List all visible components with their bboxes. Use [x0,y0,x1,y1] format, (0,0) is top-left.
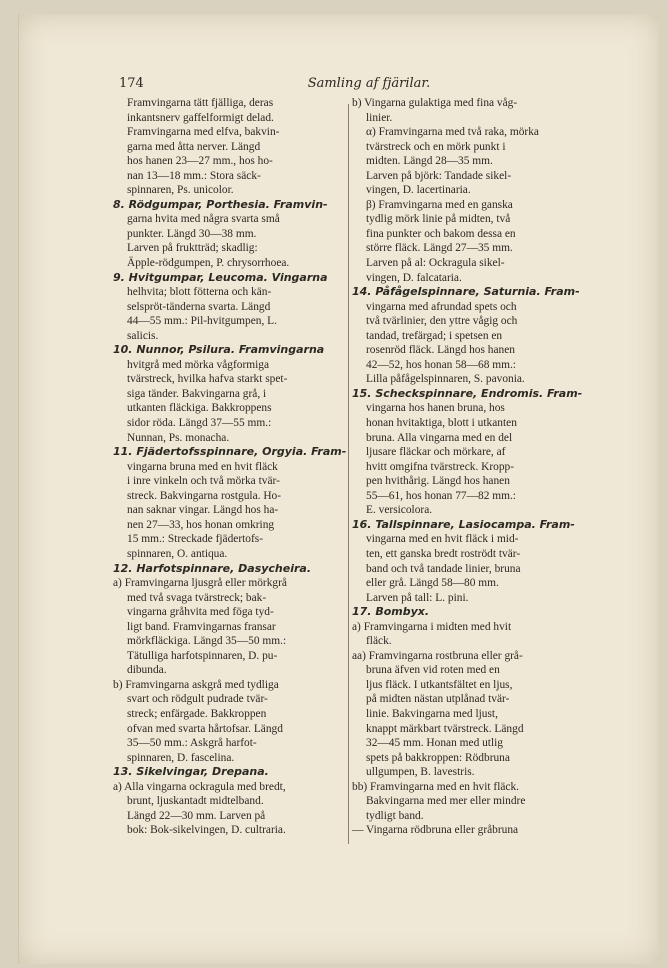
text-line: 55—61, hos honan 77—82 mm.: [366,489,516,502]
text-line: E. versicolora. [366,504,433,517]
text-line: Larven på al: Ockragula sikel- [366,257,505,270]
text-line: tydlig mörk linie på midten, två [366,213,511,226]
text-line: 42—52, hos honan 58—68 mm.: [366,358,516,371]
text-line: Framvingarna tätt fjälliga, deras [127,97,274,109]
text-line: spinnaren, D. fascelina. [127,751,235,764]
text-line: tydligt band. [366,809,424,822]
text-line: Tätulliga harfotspinnaren, D. pu- [127,649,278,662]
text-line: Framvingarna med elfva, bakvin- [127,126,280,139]
section-heading-line: 17. Bombyx. [352,605,430,619]
text-line: bruna. Alla vingarna med en del [366,431,513,444]
text-line: streck. Bakvingarna rostgula. Ho- [127,489,282,502]
text-line: vingen, D. falcataria. [366,271,462,284]
text-line: selspröt-tänderna svarta. Längd [127,300,271,313]
text-line: ten, ett ganska bredt roströdt tvär- [366,547,521,560]
text-line: rosenröd fläck. Längd hos hanen [366,344,515,357]
section-heading-line: 12. Harfotspinnare, Dasycheira. [113,561,312,575]
text-line: hvitgrå med mörka vågformiga [127,358,270,371]
text-line: ljus fläck. I utkantsfältet en ljus, [366,678,513,691]
text-line: Äpple-rödgumpen, P. chrysorrhoea. [127,257,290,270]
text-line: Lilla påfågelspinnaren, S. pavonia. [366,373,525,386]
text-line: två tvärlinier, den yttre vågig och [366,315,518,328]
text-line: garna hvita med några svarta små [127,213,280,226]
text-line: midten. Längd 28—35 mm. [366,155,493,168]
text-line: 44—55 mm.: Pil-hvitgumpen, L. [127,315,277,328]
text-line: 15 mm.: Streckade fjädertofs- [127,533,264,546]
section-heading-line: 13. Sikelvingar, Drepana. [113,765,269,779]
text-line: vingarna med afrundad spets och [366,300,517,313]
section-heading-line: 15. Scheckspinnare, Endromis. Fram- [352,386,583,400]
text-line: eller grå. Längd 58—80 mm. [366,577,499,590]
text-line: bok: Bok-sikelvingen, D. cultraria. [127,824,286,837]
text-line: knappt märkbart tvärstreck. Längd [366,722,524,735]
text-line: a) Framvingarna i midten med hvit [352,620,512,633]
text-line: bruna äfven vid roten med en [366,664,500,677]
text-line: större fläck. Längd 27—35 mm. [366,242,513,255]
text-line: i inre vinkeln och två mörka tvär- [127,475,280,488]
text-line: salicis. [127,329,159,342]
text-line: helhvita; blott fötterna och kän- [127,286,272,299]
text-line: hvitt omgifna tvärstreck. Kropp- [366,460,515,473]
text-line: ofvan med svarta hårtofsar. Längd [127,722,283,735]
text-line: 35—50 mm.: Askgrå harfot- [127,737,257,750]
text-line: streck; enfärgade. Bakkroppen [127,707,267,720]
text-line: β) Framvingarna med en ganska [366,198,513,211]
section-heading-line: 8. Rödgumpar, Porthesia. Framvin- [113,197,328,211]
text-line: tvärstreck, hvilka hafva starkt spet- [127,373,288,386]
page-number: 174 [119,76,144,91]
text-line: Nunnan, Ps. monacha. [127,431,230,444]
text-line: a) Framvingarna ljusgrå eller mörkgrå [113,577,287,590]
text-line: — Vingarna rödbruna eller gråbruna [352,824,519,837]
text-line: på midten nästan utplånad tvär- [366,693,510,706]
text-line: nan 13—18 mm.: Stora säck- [127,169,261,182]
text-line: spets på bakkroppen: Rödbruna [366,751,510,764]
text-line: ljusare fläckar och mörkare, af [366,446,506,459]
text-line: pen hvithårig. Längd hos hanen [366,475,510,488]
section-heading-line: 11. Fjädertofsspinnare, Orgyia. Fram- [113,445,347,459]
text-line: Larven på tall: L. pini. [366,591,469,604]
text-line: punkter. Längd 30—38 mm. [127,227,257,240]
text-line: hos hanen 23—27 mm., hos ho- [127,155,273,168]
text-line: linier. [366,111,393,124]
text-line: dibunda. [127,664,167,677]
text-line: garna med åtta nerver. Längd [127,140,261,153]
text-line: tvärstreck och en mörk punkt i [366,140,506,153]
text-line: vingarna hos hanen bruna, hos [366,402,505,415]
text-line: brunt, ljuskantadt midtelband. [127,795,264,808]
text-line: utkanten fläckiga. Bakkroppens [127,402,272,415]
text-line: honan hvitaktiga, blott i utkanten [366,417,517,430]
text-line: a) Alla vingarna ockragula med bredt, [113,780,286,793]
column-divider [348,104,349,844]
section-heading-line: 16. Tallspinnare, Lasiocampa. Fram- [352,517,575,531]
text-line: vingarna bruna med en hvit fläck [127,460,278,473]
text-line: tandad, trefärgad; i spetsen en [366,329,503,342]
text-line: aa) Framvingarna rostbruna eller grå- [352,649,523,662]
text-line: vingen, D. lacertinaria. [366,184,471,197]
text-line: band och två tandade linier, bruna [366,562,521,575]
text-line: b) Vingarna gulaktiga med fina våg- [352,97,518,109]
text-line: sidor röda. Längd 37—55 mm.: [127,417,272,430]
text-line: ullgumpen, B. lavestris. [366,766,475,779]
left-column [113,96,345,838]
right-column [352,96,588,838]
text-line: vingarna gråhvita med föga tyd- [127,606,274,619]
text-line: siga tänder. Bakvingarna grå, i [127,387,267,400]
running-title: Samling af fjärilar. [307,76,431,91]
text-line: mörkfläckiga. Längd 35—50 mm.: [127,635,287,648]
text-line: fläck. [366,635,392,648]
text-line: svart och rödgult pudrade tvär- [127,693,268,706]
text-line: nan saknar vingar. Längd hos ha- [127,504,279,517]
text-line: inkantsnerv gaffelformigt delad. [127,111,274,124]
text-line: nen 27—33, hos honan omkring [127,518,275,531]
text-line: Bakvingarna med mer eller mindre [366,795,526,808]
section-heading-line: 9. Hvitgumpar, Leucoma. Vingarna [113,270,328,284]
section-heading-line: 14. Påfågelspinnare, Saturnia. Fram- [352,285,580,299]
text-line: linie. Bakvingarna med ljust, [366,707,498,720]
text-line: Längd 22—30 mm. Larven på [127,809,266,822]
text-line: b) Framvingarna askgrå med tydliga [113,678,279,691]
text-line: α) Framvingarna med två raka, mörka [366,126,539,139]
text-line: bb) Framvingarna med en hvit fläck. [352,780,520,793]
text-line: med två svaga tvärstreck; bak- [127,591,267,604]
text-line: 32—45 mm. Honan med utlig [366,737,503,750]
text-line: spinnaren, Ps. unicolor. [127,184,234,197]
text-line: Larven på björk: Tandade sikel- [366,169,512,182]
text-line: spinnaren, O. antiqua. [127,547,228,560]
section-heading-line: 10. Nunnor, Psilura. Framvingarna [113,343,325,357]
text-line: vingarna med en hvit fläck i mid- [366,533,519,546]
text-line: fina punkter och bakom dessa en [366,227,516,240]
text-line: Larven på fruktträd; skadlig: [127,242,258,255]
text-line: ligt band. Framvingarnas fransar [127,620,276,633]
